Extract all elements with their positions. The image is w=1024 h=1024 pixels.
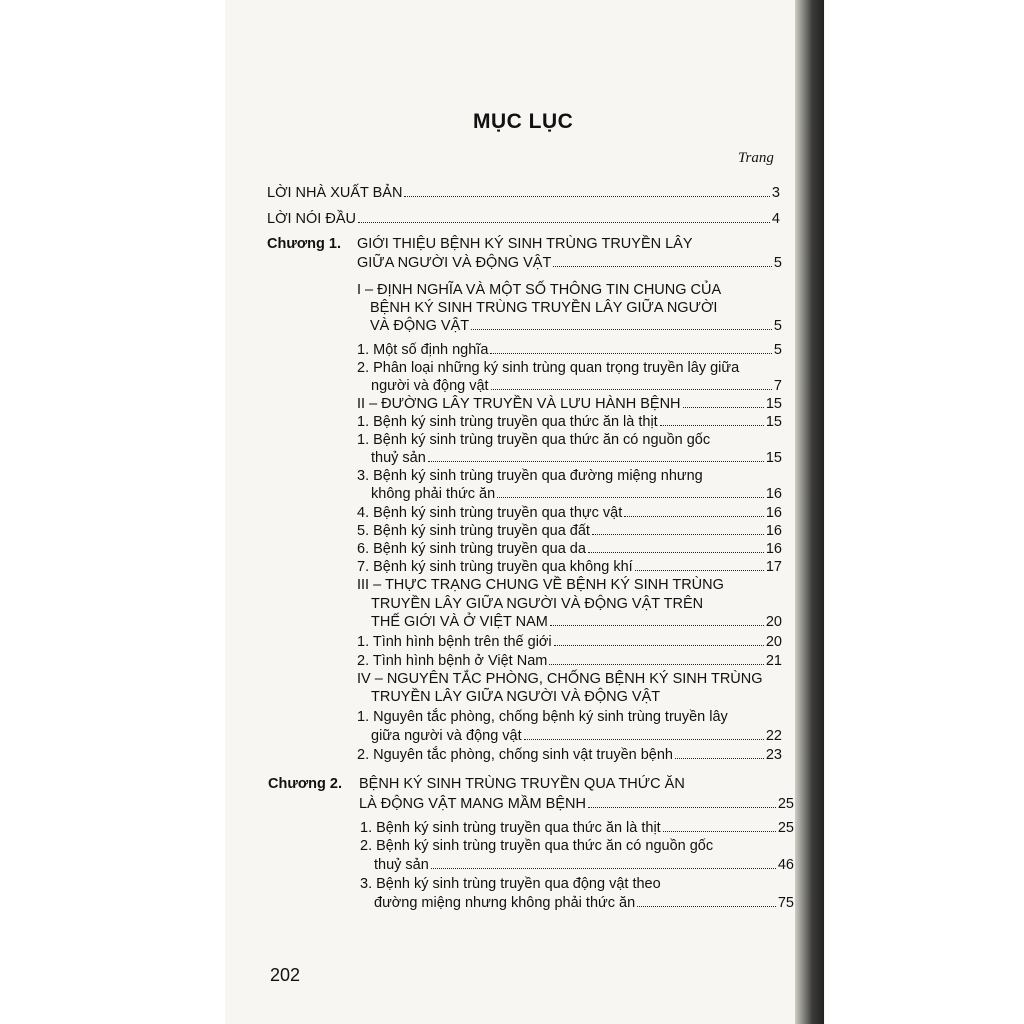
- toc-entry-line1[interactable]: 2. Bệnh ký sinh trùng truyền qua thức ăn có nguồn gốc: [360, 838, 714, 854]
- chapter-2-label: Chương 2.: [268, 776, 342, 792]
- section-2[interactable]: II – ĐƯỜNG LÂY TRUYỀN VÀ LƯU HÀNH BỆNH 15: [357, 396, 782, 412]
- toc-entry[interactable]: 5. Bệnh ký sinh trùng truyền qua đất 16: [357, 523, 782, 539]
- section-3-line1[interactable]: III – THỰC TRẠNG CHUNG VỀ BỆNH KÝ SINH TRÙNG: [357, 577, 724, 593]
- book-spine: [795, 0, 824, 1024]
- page-column-label: Trang: [738, 150, 774, 166]
- section-4-line2[interactable]: TRUYỀN LÂY GIỮA NGƯỜI VÀ ĐỘNG VẬT: [371, 689, 661, 705]
- toc-title: MỤC LỤC: [473, 110, 574, 133]
- page-number: 202: [270, 965, 301, 985]
- chapter-1-title-line2[interactable]: GIỮA NGƯỜI VÀ ĐỘNG VẬT 5: [357, 255, 782, 271]
- toc-entry[interactable]: 2. Nguyên tắc phòng, chống sinh vật truyền bệnh 23: [357, 747, 782, 763]
- toc-entry[interactable]: 1. Bệnh ký sinh trùng truyền qua thức ăn là thịt 25: [360, 820, 794, 836]
- toc-entry[interactable]: giữa người và động vật 22: [371, 728, 782, 744]
- toc-entry[interactable]: người và động vật 7: [371, 378, 782, 394]
- chapter-2-title-line2[interactable]: LÀ ĐỘNG VẬT MANG MẦM BỆNH 25: [359, 796, 794, 812]
- section-3-line2[interactable]: TRUYỀN LÂY GIỮA NGƯỜI VÀ ĐỘNG VẬT TRÊN: [371, 596, 704, 612]
- toc-entry[interactable]: 1. Bệnh ký sinh trùng truyền qua thức ăn là thịt 15: [357, 414, 782, 430]
- chapter-1-label: Chương 1.: [267, 236, 341, 252]
- toc-entry[interactable]: 7. Bệnh ký sinh trùng truyền qua không khí 17: [357, 559, 782, 575]
- toc-entry-line1[interactable]: 2. Phân loại những ký sinh trùng quan trọng truyền lây giữa: [357, 360, 740, 376]
- section-1-line3[interactable]: VÀ ĐỘNG VẬT 5: [370, 318, 782, 334]
- toc-entry[interactable]: thuỷ sản 46: [374, 857, 794, 873]
- section-1-line1[interactable]: I – ĐỊNH NGHĨA VÀ MỘT SỐ THÔNG TIN CHUNG CỦA: [357, 282, 722, 298]
- toc-entry[interactable]: thuỷ sản 15: [371, 450, 782, 466]
- toc-entry-line1[interactable]: 1. Nguyên tắc phòng, chống bệnh ký sinh trùng truyền lây: [357, 709, 728, 725]
- toc-entry-line1[interactable]: 1. Bệnh ký sinh trùng truyền qua thức ăn có nguồn gốc: [357, 432, 711, 448]
- toc-entry[interactable]: 1. Một số định nghĩa 5: [357, 342, 782, 358]
- toc-entry[interactable]: đường miệng nhưng không phải thức ăn 75: [374, 895, 794, 911]
- chapter-1-title-line1[interactable]: GIỚI THIỆU BỆNH KÝ SINH TRÙNG TRUYỀN LÂY: [357, 236, 693, 252]
- toc-entry-preface[interactable]: LỜI NÓI ĐẦU 4: [267, 211, 780, 227]
- toc-entry-line1[interactable]: 3. Bệnh ký sinh trùng truyền qua đường miệng nhưng: [357, 468, 703, 484]
- section-4-line1[interactable]: IV – NGUYÊN TẮC PHÒNG, CHỐNG BỆNH KÝ SINH TRÙNG: [357, 671, 763, 687]
- toc-entry[interactable]: không phải thức ăn 16: [371, 486, 782, 502]
- chapter-2-title-line1[interactable]: BỆNH KÝ SINH TRÙNG TRUYỀN QUA THỨC ĂN: [359, 776, 685, 792]
- toc-entry[interactable]: 6. Bệnh ký sinh trùng truyền qua da 16: [357, 541, 782, 557]
- toc-entry[interactable]: 2. Tình hình bệnh ở Việt Nam 21: [357, 653, 782, 669]
- toc-entry-publisher-foreword[interactable]: LỜI NHÀ XUẤT BẢN 3: [267, 185, 780, 201]
- toc-entry[interactable]: 4. Bệnh ký sinh trùng truyền qua thực vật 16: [357, 505, 782, 521]
- toc-entry-line1[interactable]: 3. Bệnh ký sinh trùng truyền qua động vật theo: [360, 876, 661, 892]
- section-3-line3[interactable]: THẾ GIỚI VÀ Ở VIỆT NAM 20: [371, 614, 782, 630]
- toc-entry[interactable]: 1. Tình hình bệnh trên thế giới 20: [357, 634, 782, 650]
- section-1-line2[interactable]: BỆNH KÝ SINH TRÙNG TRUYỀN LÂY GIỮA NGƯỜI: [370, 300, 718, 316]
